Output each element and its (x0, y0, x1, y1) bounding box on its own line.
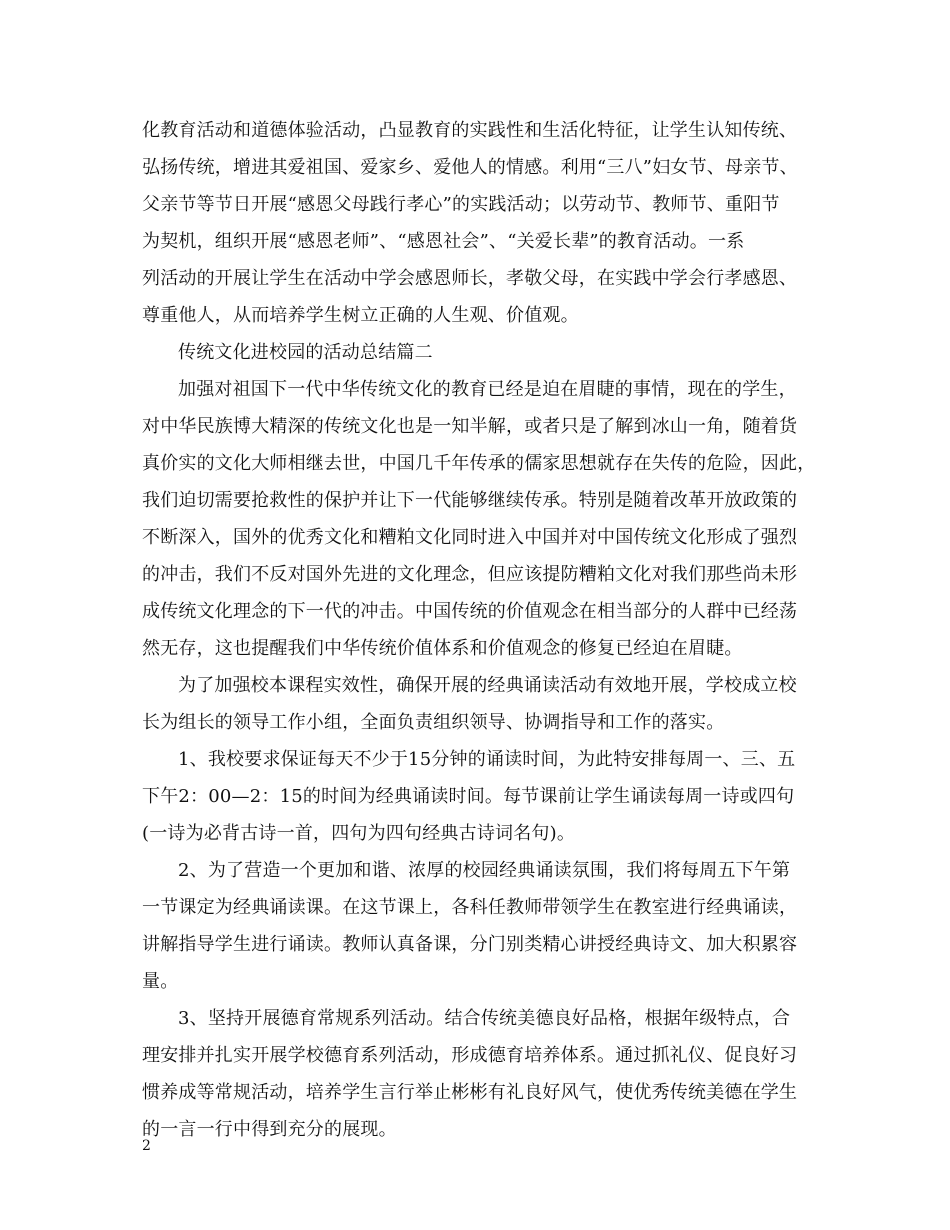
paragraph-line: 的冲击，我们不反对国外先进的文化理念，但应该提防糟粕文化对我们那些尚未形 (142, 564, 798, 585)
paragraph-line: 弘扬传统，增进其爱祖国、爱家乡、爱他人的情感。利用“三八”妇女节、母亲节、 (142, 157, 798, 178)
paragraph-line: (一诗为必背古诗一首，四句为四句经典古诗词名句)。 (142, 823, 576, 844)
paragraph-line: 加强对祖国下一代中华传统文化的教育已经是迫在眉睫的事情，现在的学生， (178, 379, 797, 400)
paragraph-line: 3、坚持开展德育常规系列活动。结合传统美德良好品格，根据年级特点，合 (178, 1008, 791, 1029)
paragraph-line: 不断深入，国外的优秀文化和糟粕文化同时进入中国并对中国传统文化形成了强烈 (142, 527, 798, 548)
paragraph-line: 长为组长的领导工作小组，全面负责组织领导、协调指导和工作的落实。 (142, 712, 725, 733)
paragraph-line: 然无存，这也提醒我们中华传统价值体系和价值观念的修复已经迫在眉睫。 (142, 638, 743, 659)
paragraph-line: 为了加强校本课程实效性，确保开展的经典诵读活动有效地开展，学校成立校 (178, 675, 797, 696)
paragraph-line: 2、为了营造一个更加和谐、浓厚的校园经典诵读氛围，我们将每周五下午第 (178, 860, 791, 881)
paragraph-line: 理安排并扎实开展学校德育系列活动，形成德育培养体系。通过抓礼仪、促良好习 (142, 1045, 798, 1066)
paragraph-line: 下午2：00—2：15的时间为经典诵读时间。每节课前让学生诵读每周一诗或四句 (142, 786, 795, 807)
page-number: 2 (142, 1138, 151, 1154)
paragraph-line: 的一言一行中得到充分的展现。 (142, 1119, 397, 1140)
paragraph-line: 对中华民族博大精深的传统文化也是一知半解，或者只是了解到冰山一角，随着货 (142, 416, 798, 437)
paragraph-line: 化教育活动和道德体验活动，凸显教育的实践性和生活化特征，让学生认知传统、 (142, 120, 798, 141)
paragraph-line: 为契机，组织开展“感恩老师”、“感恩社会”、“关爱长辈”的教育活动。一系 (142, 231, 745, 252)
document-body (142, 112, 842, 1148)
paragraph-line: 量。 (142, 971, 179, 992)
paragraph-line: 惯养成等常规活动，培养学生言行举止彬彬有礼良好风气，使优秀传统美德在学生 (142, 1082, 798, 1103)
paragraph-line: 成传统文化理念的下一代的冲击。中国传统的价值观念在相当部分的人群中已经荡 (142, 601, 798, 622)
paragraph-line: 一节课定为经典诵读课。在这节课上，各科任教师带领学生在教室进行经典诵读， (142, 897, 798, 918)
paragraph-line: 列活动的开展让学生在活动中学会感恩师长，孝敬父母，在实践中学会行孝感恩、 (142, 268, 798, 289)
paragraph-line: 尊重他人，从而培养学生树立正确的人生观、价值观。 (142, 305, 579, 326)
paragraph-line: 讲解指导学生进行诵读。教师认真备课，分门别类精心讲授经典诗文、加大积累容 (142, 934, 798, 955)
paragraph-line: 真价实的文化大师相继去世，中国几千年传承的儒家思想就存在失传的危险，因此， (142, 453, 816, 474)
section-heading: 传统文化进校园的活动总结篇二 (178, 342, 433, 363)
paragraph-line: 我们迫切需要抢救性的保护并让下一代能够继续传承。特别是随着改革开放政策的 (142, 490, 798, 511)
paragraph-line: 1、我校要求保证每天不少于15分钟的诵读时间，为此特安排每周一、三、五 (178, 749, 796, 770)
paragraph-line: 父亲节等节日开展“感恩父母践行孝心”的实践活动；以劳动节、教师节、重阳节 (142, 194, 780, 215)
